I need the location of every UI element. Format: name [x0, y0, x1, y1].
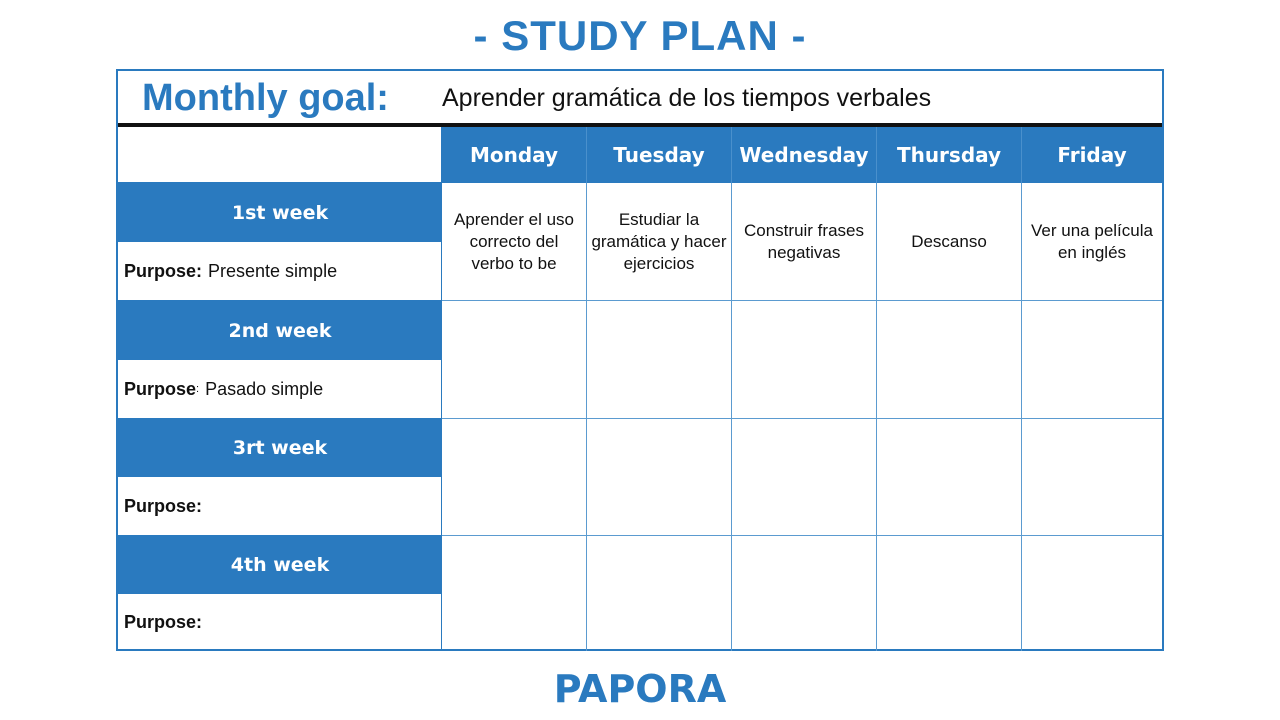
task-cell: Estudiar la gramática y hacer ejercicios [587, 183, 732, 301]
purpose-separator: : [196, 383, 200, 395]
study-plan-table [116, 69, 1164, 651]
week-day-grid [118, 127, 1162, 651]
task-cell [1022, 301, 1162, 419]
week-label: 3rt week [118, 419, 442, 477]
week-purpose [118, 477, 442, 536]
task-cell: Aprender el uso correcto del verbo to be [442, 183, 587, 301]
task-cell [732, 301, 877, 419]
task-cell [442, 536, 587, 651]
page-title: - STUDY PLAN - [473, 12, 807, 59]
purpose-label: Purpose: [124, 260, 203, 281]
task-cell [1022, 536, 1162, 651]
week-label: 4th week [118, 536, 442, 594]
task-cell: Ver una película en inglés [1022, 183, 1162, 301]
day-header-tuesday: Tuesday [587, 127, 732, 183]
purpose-label: Purpose [124, 378, 197, 399]
task-cell [442, 419, 587, 536]
task-cell [732, 536, 877, 651]
brand-logo: PAPORA [553, 667, 727, 711]
task-cell: Construir frases negativas [732, 183, 877, 301]
purpose-value: Pasado simple [205, 378, 324, 399]
week-purpose [118, 242, 442, 301]
purpose-value: Presente simple [208, 260, 338, 281]
task-cell [442, 301, 587, 419]
task-cell: Descanso [877, 183, 1022, 301]
task-cell [732, 419, 877, 536]
task-cell [1022, 419, 1162, 536]
day-header-wednesday: Wednesday [732, 127, 877, 183]
week-purpose [118, 360, 442, 419]
task-cell [587, 536, 732, 651]
task-cell [877, 301, 1022, 419]
task-cell [877, 536, 1022, 651]
monthly-goal-row [118, 71, 1162, 127]
day-header-friday: Friday [1022, 127, 1162, 183]
purpose-label: Purpose: [124, 495, 203, 516]
monthly-goal-text: Aprender gramática de los tiempos verbales [442, 84, 932, 112]
purpose-label: Purpose: [124, 612, 203, 632]
week-label: 1st week [118, 183, 442, 242]
week-label: 2nd week [118, 301, 442, 360]
task-cell [877, 419, 1022, 536]
grid-corner [118, 127, 442, 183]
task-cell [587, 419, 732, 536]
task-cell [587, 301, 732, 419]
day-header-monday: Monday [442, 127, 587, 183]
day-header-thursday: Thursday [877, 127, 1022, 183]
monthly-goal-label: Monthly goal: [142, 77, 389, 119]
week-purpose [118, 594, 442, 651]
